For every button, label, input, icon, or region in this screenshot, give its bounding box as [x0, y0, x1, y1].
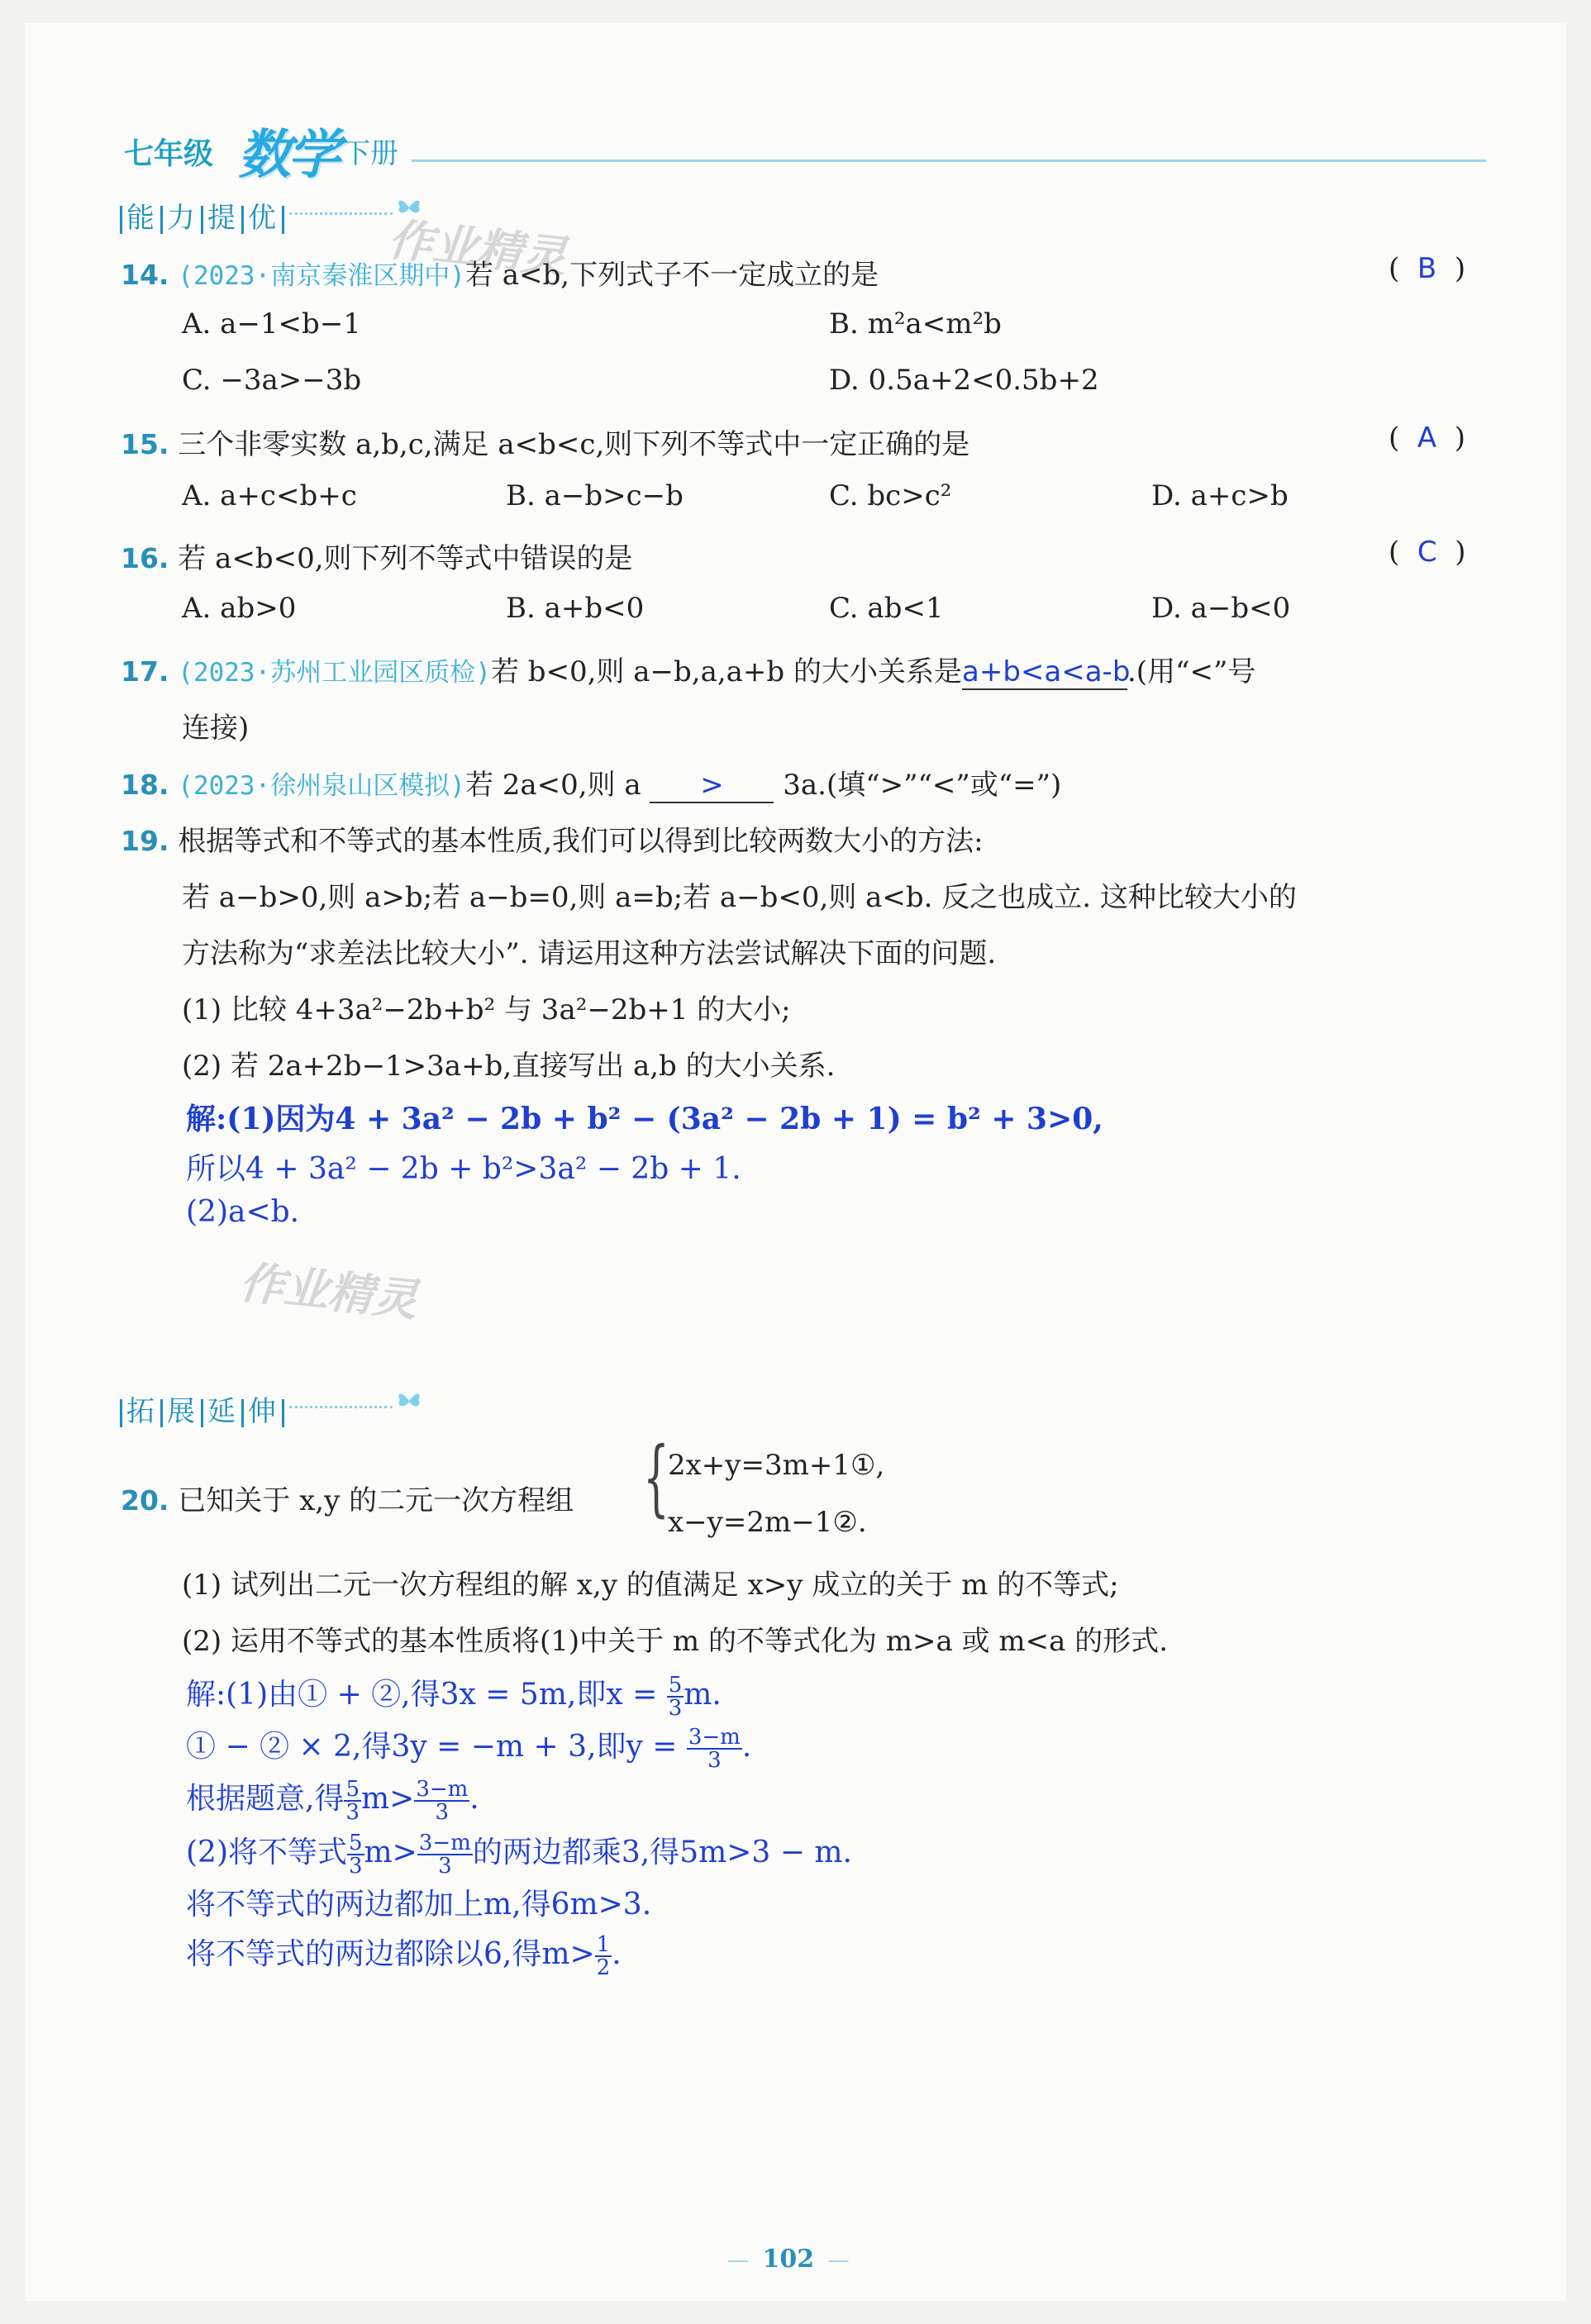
q19-part-2: (2) 若 2a+2b−1>3a+b,直接写出 a,b 的大小关系.: [182, 1050, 836, 1083]
q14-option-d: D. 0.5a+2<0.5b+2: [829, 364, 1099, 397]
q19-part-1: (1) 比较 4+3a²−2b+b² 与 3a²−2b+1 的大小;: [182, 993, 791, 1026]
q16-option-b: B. a+b<0: [506, 592, 645, 625]
section-dots: [289, 1406, 393, 1408]
q20-solution-line: 根据题意,得 $\frac{5}{3}$ m> $\frac{3-m}{3}$ .: [186, 1777, 479, 1825]
header-volume: 下册: [342, 137, 398, 170]
q19-solution-line: (2)a<b.: [186, 1195, 300, 1229]
q14-option-a: A. a−1<b−1: [182, 307, 361, 341]
q15-option-b: B. a−b>c−b: [506, 479, 684, 512]
q17-line2: 连接): [182, 712, 250, 745]
q14-answer: B: [1417, 252, 1437, 285]
q19-solution-line: 所以4 + 3a² − 2b + b²>3a² − 2b + 1.: [186, 1152, 741, 1186]
equation-brace: {: [643, 1429, 669, 1526]
q17-answer-blank: a+b<a<a-b: [962, 655, 1131, 688]
watermark-text: 作业精灵: [385, 212, 569, 284]
q20-solution-line: 将不等式的两边都除以6,得m> $\frac{1}{2}$ .: [186, 1932, 622, 1980]
question-15: 15. 三个非零实数 a,b,c,满足 a<b<c,则下列不等式中一定正确的是: [121, 428, 970, 461]
q14-option-b: B. m²a<m²b: [829, 307, 1002, 341]
q20-solution-line: ① − ② × 2,得3y = −m + 3,即y = $\frac{3-m}{3}$ .: [186, 1725, 752, 1773]
q19-line: 若 a−b>0,则 a>b;若 a−b=0,则 a=b;若 a−b<0,则 a<b. 反之也成立. 这种比较大小的: [182, 881, 1297, 914]
q15-option-d: D. a+c>b: [1151, 479, 1289, 512]
page-footer: — 102 —: [727, 2245, 850, 2274]
q19-solution-line: 解:(1)因为4 + 3a² − 2b + b² − (3a² − 2b + 1) = b² + 3>0,: [186, 1102, 1103, 1136]
header-grade: 七年级: [124, 137, 214, 171]
q14-option-c: C. −3a>−3b: [182, 364, 362, 397]
section-extend-heading: 拓 展 延 伸: [116, 1388, 288, 1429]
q18-answer-blank: >: [650, 769, 774, 803]
q16-answer-bracket: ( C ): [1389, 536, 1466, 569]
page-number: 102: [762, 2245, 815, 2274]
q15-answer-bracket: ( A ): [1389, 421, 1466, 455]
q15-answer: A: [1417, 421, 1437, 455]
q20-equation-2: x−y=2m−1②.: [668, 1506, 867, 1539]
q20-solution-line: 解:(1)由① + ②,得3x = 5m,即x = $\frac{5}{3}$ m.: [186, 1673, 722, 1721]
q20-part-2: (2) 运用不等式的基本性质将(1)中关于 m 的不等式化为 m>a 或 m<a 的形式.: [182, 1625, 1169, 1658]
q16-answer: C: [1417, 536, 1437, 569]
question-19: 19. 根据等式和不等式的基本性质,我们可以得到比较两数大小的方法:: [121, 825, 984, 858]
header-rule: [412, 160, 1486, 162]
q20-equation-1: 2x+y=3m+1①,: [668, 1449, 885, 1482]
header-subject: 数学: [238, 125, 337, 186]
q16-option-a: A. ab>0: [182, 592, 297, 625]
question-18: 18. (2023·徐州泉山区模拟)若 2a<0,则 a > 3a.(填“>”“<”或“=”): [121, 769, 1062, 802]
q15-option-c: C. bc>c²: [829, 479, 952, 512]
watermark-text: 作业精灵: [236, 1255, 421, 1327]
q20-solution-line: 将不等式的两边都加上m,得6m>3.: [186, 1888, 652, 1922]
question-16: 16. 若 a<b<0,则下列不等式中错误的是: [121, 542, 633, 575]
q14-answer-bracket: ( B ): [1389, 252, 1466, 285]
section-ability-heading: 能 力 提 优: [116, 195, 288, 236]
section-dots: [289, 212, 393, 215]
q20-solution-line: (2)将不等式 $\frac{5}{3}$ m> $\frac{3-m}{3}$ 的两边都乘3,得5m>3 − m.: [186, 1831, 852, 1879]
question-20: 20. 已知关于 x,y 的二元一次方程组: [121, 1484, 574, 1517]
q20-part-1: (1) 试列出二元一次方程组的解 x,y 的值满足 x>y 成立的关于 m 的不等式;: [182, 1569, 1119, 1602]
q16-option-c: C. ab<1: [829, 592, 944, 625]
q15-option-a: A. a+c<b+c: [182, 479, 357, 512]
question-17: 17. (2023·苏州工业园区质检)若 b<0,则 a−b,a,a+b 的大小关系是a+b<a<a-b.(用“<”号: [121, 655, 1256, 688]
q16-option-d: D. a−b<0: [1151, 592, 1291, 625]
q19-line: 方法称为“求差法比较大小”. 请运用这种方法尝试解决下面的问题.: [182, 937, 997, 970]
question-14: 14. (2023·南京秦淮区期中)若 a<b,下列式子不一定成立的是: [121, 259, 879, 292]
butterfly-icon: [395, 1388, 423, 1413]
